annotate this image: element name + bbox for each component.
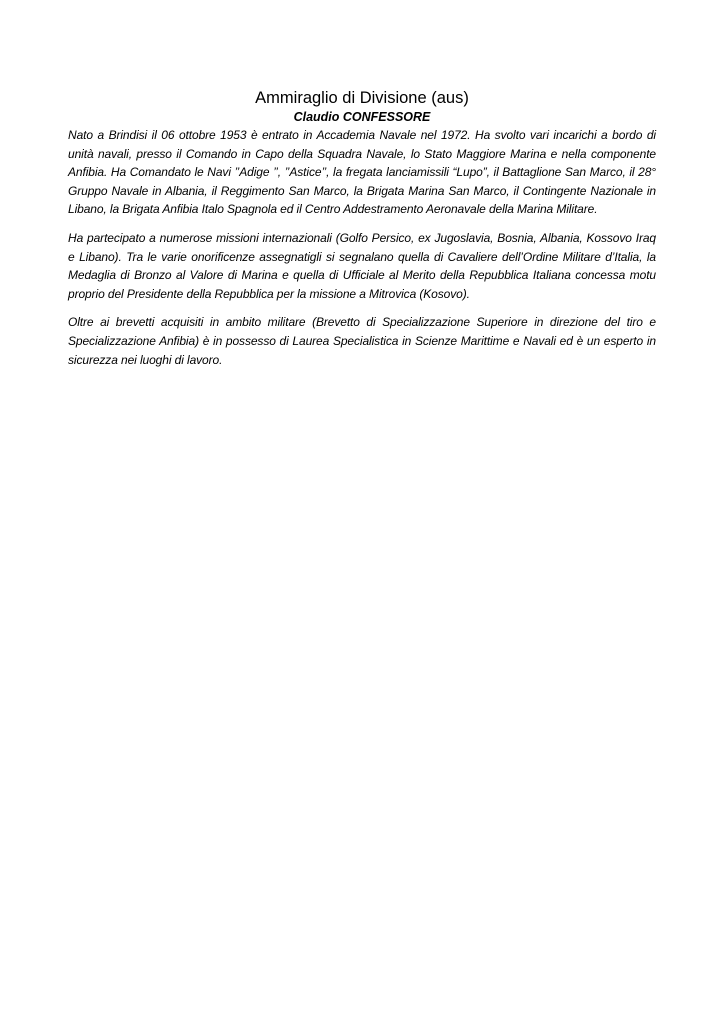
document-content — [68, 88, 656, 379]
document-title: Ammiraglio di Divisione (aus) — [255, 89, 469, 107]
paragraph-qualifications: Oltre ai brevetti acquisiti in ambito militare (Brevetto di Specializzazione Superiore in direzione del tiro e Specializzazione Anfibia) è in possesso di Laurea Specialistica in Scienze Marittime e Navali ed è un esperto in sicurezza nei luoghi di lavoro. — [68, 315, 656, 367]
paragraph-missions: Ha partecipato a numerose missioni internazionali (Golfo Persico, ex Jugoslavia, Bosnia, Albania, Kossovo Iraq e Libano). Tra le varie onorificenze assegnatigli si segnalano quella di Cavaliere dell’Ordine Militare d’Italia, la Medaglia di Bronzo al Valore di Marina e quella di Ufficiale al Merito della Repubblica Italiana concessa motu proprio del Presidente della Repubblica per la missione a Mitrovica (Kosovo). — [68, 230, 656, 301]
paragraph-career: Nato a Brindisi il 06 ottobre 1953 è entrato in Accademia Navale nel 1972. Ha svolto vari incarichi a bordo di unità navali, presso il Comando in Capo della Squadra Navale, lo Stato Maggiore Marina e nella componente Anfibia. Ha Comandato le Navi ’’Adige ’’, ’’Astice’’, la fregata lanciamissili “Lupo”, il Battaglione San Marco, il 28° Gruppo Navale in Albania, il Reggimento San Marco, la Brigata Marina San Marco, il Contingente Nazionale in Libano, la Brigata Anfibia Italo Spagnola ed il Centro Addestramento Aeronavale della Marina Militare. — [68, 128, 656, 217]
person-name: Claudio CONFESSORE — [293, 110, 431, 124]
